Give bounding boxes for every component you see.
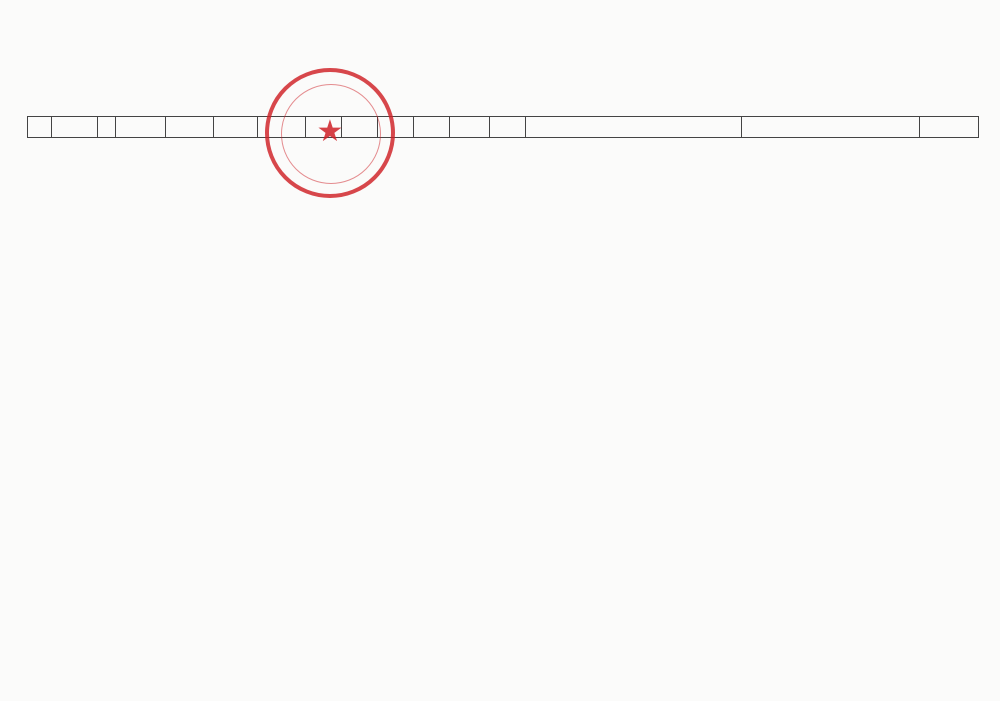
- column-header: [920, 117, 979, 138]
- contact-row-2: [230, 545, 790, 555]
- column-header: [414, 117, 450, 138]
- table-header-row: [28, 117, 979, 138]
- contact-row-3: [230, 555, 790, 565]
- contact-block: [230, 535, 790, 565]
- column-header: [98, 117, 116, 138]
- column-header: [526, 117, 742, 138]
- column-header: [258, 117, 306, 138]
- column-header: [306, 117, 342, 138]
- seal-star-icon: ★: [316, 114, 344, 149]
- column-header: [166, 117, 214, 138]
- column-header: [52, 117, 98, 138]
- column-header: [116, 117, 166, 138]
- column-header: [214, 117, 258, 138]
- column-header: [742, 117, 920, 138]
- member-table: [27, 116, 979, 138]
- contact-row-1: [230, 535, 790, 545]
- column-header: [342, 117, 378, 138]
- column-header: [490, 117, 526, 138]
- column-header: [378, 117, 414, 138]
- column-header: [28, 117, 52, 138]
- column-header: [450, 117, 490, 138]
